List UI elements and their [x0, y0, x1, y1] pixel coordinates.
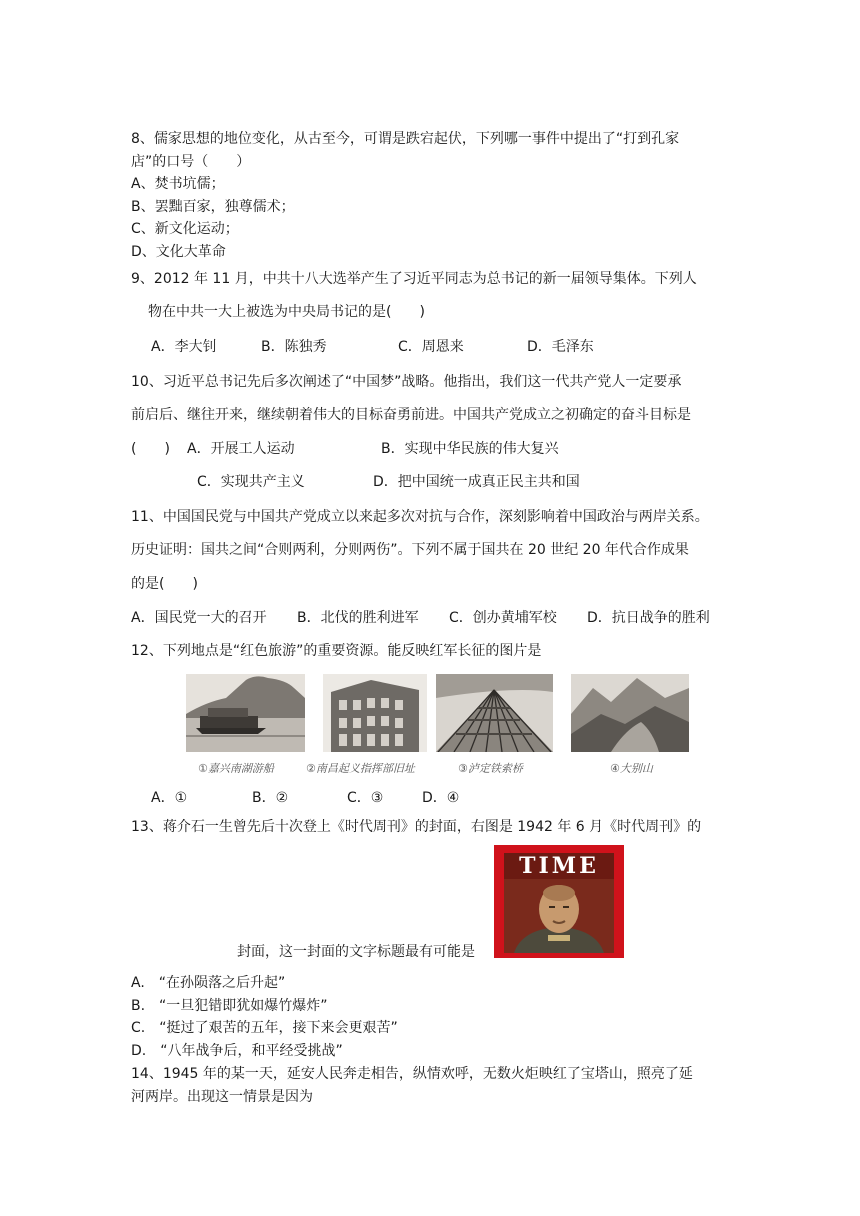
q12-option-d: D．④ [422, 790, 460, 806]
q12-caption-2: ②南昌起义指挥部旧址 [306, 762, 415, 775]
q11-stem-line2: 历史证明：国共之间“合则两利，分则两伤”。下列不属于国共在 20 世纪 20 年代合作成果 [131, 542, 689, 558]
q8-option-d: D、文化大革命 [131, 244, 226, 260]
q12-photo-luding-bridge [436, 674, 553, 752]
q11-option-a: A．国民党一大的召开 [131, 610, 267, 626]
q12-option-b: B．② [252, 790, 289, 806]
q13-stem-line2: 封面，这一封面的文字标题最有可能是 [237, 944, 475, 960]
q10-stem-line2: 前启后、继往开来，继续朝着伟大的目标奋勇前进。中国共产党成立之初确定的奋斗目标是 [131, 407, 691, 423]
q11-stem-line3: 的是( ) [131, 576, 198, 592]
q10-option-d: D．把中国统一成真正民主共和国 [373, 474, 580, 490]
q13-cover-title: TIME [519, 853, 599, 879]
q12-photo-dabie-mountain [571, 674, 689, 752]
q13-time-magazine-cover [494, 845, 624, 958]
q12-stem-line1: 12、下列地点是“红色旅游”的重要资源。能反映红军长征的图片是 [131, 643, 542, 659]
q8-option-a: A、焚书坑儒； [131, 176, 225, 192]
q13-portrait-icon [504, 879, 614, 953]
q10-stem-line1: 10、习近平总书记先后多次阐述了“中国梦”战略。他指出，我们这一代共产党人一定要承 [131, 374, 682, 390]
q12-option-c: C．③ [347, 790, 384, 806]
q11-stem-line1: 11、中国国民党与中国共产党成立以来起多次对抗与合作，深刻影响着中国政治与两岸关系。 [131, 509, 709, 525]
q9-option-b: B．陈独秀 [261, 339, 327, 355]
q13-cover-portrait [504, 853, 614, 953]
q12-caption-3: ③泸定铁索桥 [458, 762, 523, 775]
q11-option-c: C．创办黄埔军校 [449, 610, 557, 626]
q13-option-b: B. “一旦犯错即犹如爆竹爆炸” [131, 998, 328, 1014]
q8-option-b: B、罢黜百家，独尊儒术； [131, 199, 295, 215]
q12-option-a: A．① [151, 790, 188, 806]
q13-stem-line1: 13、蒋介石一生曾先后十次登上《时代周刊》的封面，右图是 1942 年 6 月《时代周刊》的 [131, 819, 702, 835]
q12-photo-strip [186, 674, 702, 778]
q9-options [151, 337, 594, 357]
q12-caption-4: ④大别山 [610, 762, 653, 775]
q10-option-b: B．实现中华民族的伟大复兴 [381, 441, 559, 457]
q12-options [151, 788, 459, 808]
q13-option-c: C. “挺过了艰苦的五年，接下来会更艰苦” [131, 1020, 398, 1036]
q10-option-c: C．实现共产主义 [197, 474, 305, 490]
q11-option-b: B．北伐的胜利进军 [297, 610, 419, 626]
q10-options-row1 [131, 439, 559, 459]
q13-option-d: D. “八年战争后，和平经受挑战” [131, 1043, 343, 1059]
q14-stem-line1: 14、1945 年的某一天，延安人民奔走相告，纵情欢呼，无数火炬映红了宝塔山，照亮了延 [131, 1066, 693, 1082]
q10-options-row2 [197, 472, 580, 492]
q10-option-a: A．开展工人运动 [187, 441, 295, 457]
q12-caption-1: ①嘉兴南湖游船 [198, 762, 274, 775]
q9-option-c: C．周恩来 [398, 339, 464, 355]
q13-option-a: A. “在孙陨落之后升起” [131, 975, 286, 991]
q14-stem-line2: 河两岸。出现这一情景是因为 [131, 1089, 313, 1105]
q11-options [131, 608, 710, 628]
q8-option-c: C、新文化运动； [131, 221, 239, 237]
q10-answer-paren: ( ) [131, 441, 170, 457]
q8-stem-line2: 店”的口号（ ） [131, 154, 251, 170]
q9-option-a: A．李大钊 [151, 339, 217, 355]
q11-option-d: D．抗日战争的胜利 [587, 610, 710, 626]
q9-stem-line1: 9、2012 年 11 月，中共十八大选举产生了习近平同志为总书记的新一届领导集体。下列人 [131, 271, 697, 287]
q9-option-d: D．毛泽东 [527, 339, 594, 355]
q8-stem-line1: 8、儒家思想的地位变化，从古至今，可谓是跌宕起伏，下列哪一事件中提出了“打到孔家 [131, 131, 680, 147]
q12-photo-nanchang-building [323, 674, 427, 752]
q12-photo-nanhu-boat [186, 674, 305, 752]
q9-stem-line2: 物在中共一大上被选为中央局书记的是( ) [148, 304, 425, 320]
